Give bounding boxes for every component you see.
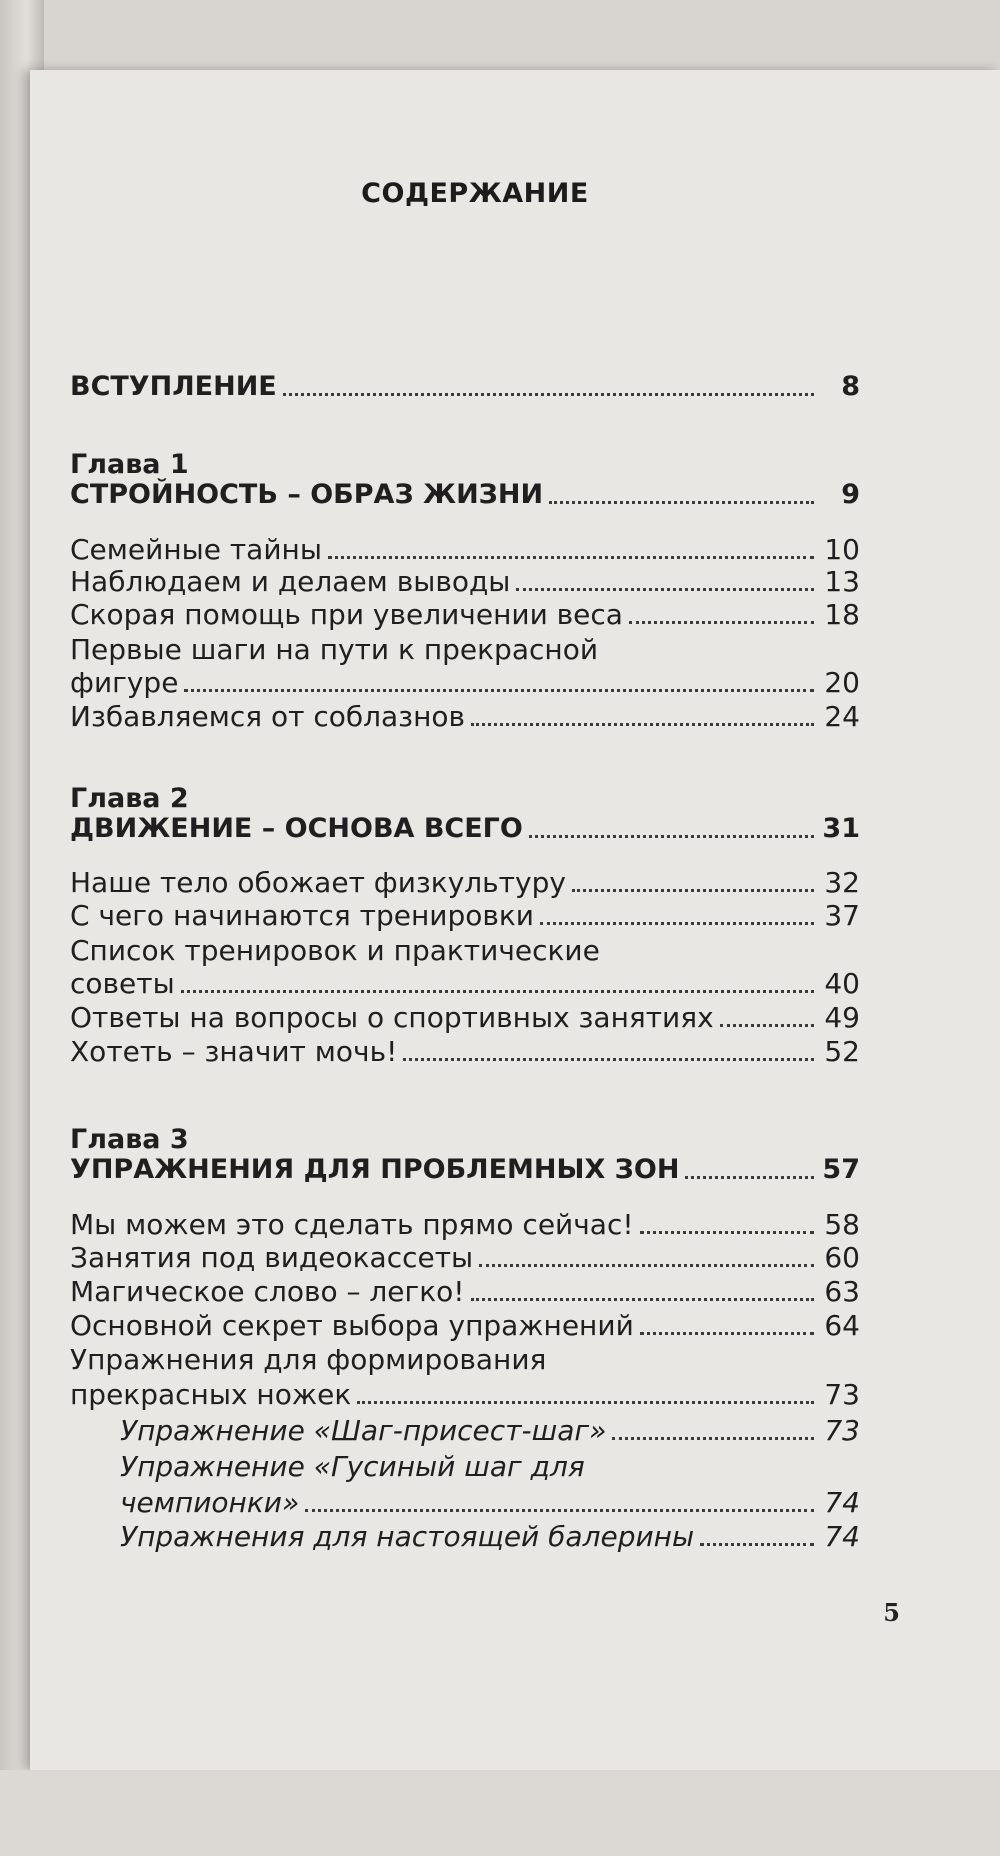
toc-entry-line: Первые шаги на пути к прекрасной bbox=[70, 633, 599, 666]
toc-subentry: Упражнения для настоящей балерины 74 bbox=[120, 1520, 860, 1553]
page-number: 5 bbox=[883, 1598, 900, 1627]
toc-subentry: чемпионки» 74 bbox=[120, 1486, 860, 1519]
toc-entry-line: Упражнения для формирования bbox=[70, 1343, 547, 1376]
toc-entry: Занятия под видеокассеты 60 bbox=[70, 1241, 860, 1274]
toc-entry: Наблюдаем и делаем выводы 13 bbox=[70, 565, 860, 598]
table-surface bbox=[0, 1770, 1000, 1856]
toc-subentry-line: Упражнение «Гусиный шаг для bbox=[120, 1450, 585, 1483]
toc-entry: Магическое слово – легко! 63 bbox=[70, 1275, 860, 1308]
chapter3-title: УПРАЖНЕНИЯ ДЛЯ ПРОБЛЕМНЫХ ЗОН 57 bbox=[70, 1154, 860, 1185]
toc-entry: Основной секрет выбора упражнений 64 bbox=[70, 1309, 860, 1342]
toc-entry: советы 40 bbox=[70, 967, 860, 1000]
toc-entry: Избавляемся от соблазнов 24 bbox=[70, 700, 860, 733]
toc-title: СОДЕРЖАНИЕ bbox=[361, 178, 589, 209]
toc-subentry: Упражнение «Шаг-присест-шаг» 73 bbox=[120, 1414, 860, 1447]
chapter3-label: Глава 3 bbox=[70, 1124, 189, 1155]
toc-entry: С чего начинаются тренировки 37 bbox=[70, 899, 860, 932]
toc-entry: прекрасных ножек 73 bbox=[70, 1378, 860, 1411]
toc-entry: Хотеть – значит мочь! 52 bbox=[70, 1035, 860, 1068]
toc-entry: Ответы на вопросы о спортивных занятиях 49 bbox=[70, 1001, 860, 1034]
chapter1-title: СТРОЙНОСТЬ – ОБРАЗ ЖИЗНИ 9 bbox=[70, 479, 860, 510]
chapter2-label: Глава 2 bbox=[70, 783, 189, 814]
toc-entry-line: Список тренировок и практические bbox=[70, 934, 600, 967]
toc-entry: Наше тело обожает физкультуру 32 bbox=[70, 866, 860, 899]
chapter2-title: ДВИЖЕНИЕ – ОСНОВА ВСЕГО 31 bbox=[70, 813, 860, 844]
toc-entry: Мы можем это сделать прямо сейчас! 58 bbox=[70, 1208, 860, 1241]
toc-entry: Семейные тайны 10 bbox=[70, 533, 860, 566]
toc-entry: Скорая помощь при увеличении веса 18 bbox=[70, 598, 860, 631]
chapter1-label: Глава 1 bbox=[70, 449, 189, 480]
toc-entry: фигуре 20 bbox=[70, 666, 860, 699]
toc-entry-intro: ВСТУПЛЕНИЕ 8 bbox=[70, 371, 860, 402]
